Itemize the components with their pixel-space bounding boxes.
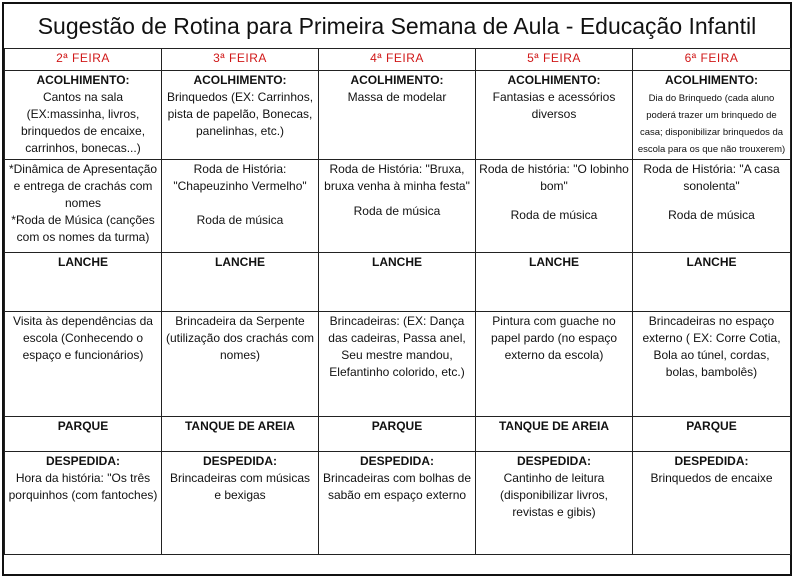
day-monday: 2ª FEIRA bbox=[5, 49, 162, 71]
lanche-cell: LANCHE bbox=[162, 253, 319, 312]
despedida-header: DESPEDIDA: bbox=[202, 454, 277, 468]
tarde-cell-friday: Brincadeiras no espaço externo ( EX: Corre Cotia, Bola ao túnel, cordas, bolas, bambolês) bbox=[633, 312, 791, 417]
atividade-item: Roda de História: "Bruxa, bruxa venha à minha festa" bbox=[324, 162, 470, 193]
despedida-header: DESPEDIDA: bbox=[359, 454, 434, 468]
acolhimento-text: Cantos na sala (EX:massinha, livros, brinquedos de encaixe, carrinhos, bonecas...) bbox=[20, 90, 146, 155]
recreio-row bbox=[5, 417, 791, 452]
recreio-cell: PARQUE bbox=[633, 417, 791, 452]
atividades-cell-thursday bbox=[476, 160, 633, 253]
recreio-cell: TANQUE DE AREIA bbox=[476, 417, 633, 452]
recreio-cell: PARQUE bbox=[5, 417, 162, 452]
atividade-item: Roda de música bbox=[353, 204, 441, 218]
page-title: Sugestão de Rotina para Primeira Semana de Aula - Educação Infantil bbox=[37, 13, 757, 39]
despedida-header: DESPEDIDA: bbox=[516, 454, 591, 468]
tarde-cell-wednesday: Brincadeiras: (EX: Dança das cadeiras, Passa anel, Seu mestre mandou, Elefantinho colorido, etc.) bbox=[319, 312, 476, 417]
despedida-cell-friday bbox=[633, 452, 791, 555]
acolhimento-header: ACOLHIMENTO: bbox=[507, 73, 601, 87]
atividade-item: Roda de história: "O lobinho bom" bbox=[479, 162, 629, 193]
acolhimento-text: Dia do Brinquedo (cada aluno poderá trazer um brinquedo de casa; disponibilizar brinquedos da escola para os que não trouxerem) bbox=[637, 93, 786, 155]
recreio-cell: PARQUE bbox=[319, 417, 476, 452]
despedida-cell-thursday bbox=[476, 452, 633, 555]
day-wednesday: 4ª FEIRA bbox=[319, 49, 476, 71]
acolhimento-text: Massa de modelar bbox=[347, 90, 447, 104]
day-header-row bbox=[5, 49, 791, 71]
atividades-cell-monday bbox=[5, 160, 162, 253]
acolhimento-header: ACOLHIMENTO: bbox=[664, 73, 759, 87]
despedida-text: Hora da história: "Os três porquinhos (com fantoches) bbox=[8, 471, 158, 502]
atividades-cell-wednesday bbox=[319, 160, 476, 253]
acolhimento-header: ACOLHIMENTO: bbox=[36, 73, 130, 87]
despedida-cell-wednesday bbox=[319, 452, 476, 555]
lanche-cell: LANCHE bbox=[319, 253, 476, 312]
despedida-text: Brinquedos de encaixe bbox=[650, 471, 773, 485]
despedida-text: Cantinho de leitura (disponibilizar livros, revistas e gibis) bbox=[499, 471, 609, 519]
despedida-row bbox=[5, 452, 791, 555]
lanche-cell: LANCHE bbox=[476, 253, 633, 312]
day-friday: 6ª FEIRA bbox=[633, 49, 791, 71]
tarde-row bbox=[5, 312, 791, 417]
schedule-table bbox=[4, 48, 791, 555]
atividade-item: Roda de História: "Chapeuzinho Vermelho" bbox=[173, 162, 307, 193]
lanche-row bbox=[5, 253, 791, 312]
recreio-cell: TANQUE DE AREIA bbox=[162, 417, 319, 452]
acolhimento-cell-wednesday bbox=[319, 71, 476, 160]
atividade-item: *Roda de Música (canções com os nomes da turma) bbox=[11, 213, 155, 244]
acolhimento-header: ACOLHIMENTO: bbox=[350, 73, 444, 87]
acolhimento-cell-tuesday bbox=[162, 71, 319, 160]
atividades-cell-friday bbox=[633, 160, 791, 253]
atividade-item: *Dinâmica de Apresentação e entrega de crachás com nomes bbox=[8, 162, 158, 210]
atividades-cell-tuesday bbox=[162, 160, 319, 253]
lanche-cell: LANCHE bbox=[633, 253, 791, 312]
atividade-item: Roda de História: "A casa sonolenta" bbox=[643, 162, 780, 193]
acolhimento-header: ACOLHIMENTO: bbox=[193, 73, 287, 87]
despedida-cell-monday bbox=[5, 452, 162, 555]
day-tuesday: 3ª FEIRA bbox=[162, 49, 319, 71]
acolhimento-cell-thursday bbox=[476, 71, 633, 160]
tarde-cell-monday: Visita às dependências da escola (Conhecendo o espaço e funcionários) bbox=[5, 312, 162, 417]
atividade-item: Roda de música bbox=[196, 213, 284, 227]
atividade-item: Roda de música bbox=[510, 208, 598, 222]
despedida-header: DESPEDIDA: bbox=[674, 454, 749, 468]
tarde-cell-thursday: Pintura com guache no papel pardo (no espaço externo da escola) bbox=[476, 312, 633, 417]
acolhimento-cell-friday bbox=[633, 71, 791, 160]
atividade-item: Roda de música bbox=[668, 208, 755, 222]
despedida-text: Brincadeiras com bolhas de sabão em espaço externo bbox=[322, 471, 472, 502]
despedida-text: Brincadeiras com músicas e bexigas bbox=[169, 471, 311, 502]
atividades-row bbox=[5, 160, 791, 253]
acolhimento-row bbox=[5, 71, 791, 160]
despedida-header: DESPEDIDA: bbox=[45, 454, 120, 468]
schedule-frame bbox=[2, 2, 792, 576]
day-thursday: 5ª FEIRA bbox=[476, 49, 633, 71]
acolhimento-cell-monday bbox=[5, 71, 162, 160]
lanche-cell: LANCHE bbox=[5, 253, 162, 312]
despedida-cell-tuesday bbox=[162, 452, 319, 555]
acolhimento-text: Fantasias e acessórios diversos bbox=[492, 90, 616, 121]
tarde-cell-tuesday: Brincadeira da Serpente (utilização dos crachás com nomes) bbox=[162, 312, 319, 417]
acolhimento-text: Brinquedos (EX: Carrinhos, pista de papelão, Bonecas, panelinhas, etc.) bbox=[166, 90, 314, 138]
